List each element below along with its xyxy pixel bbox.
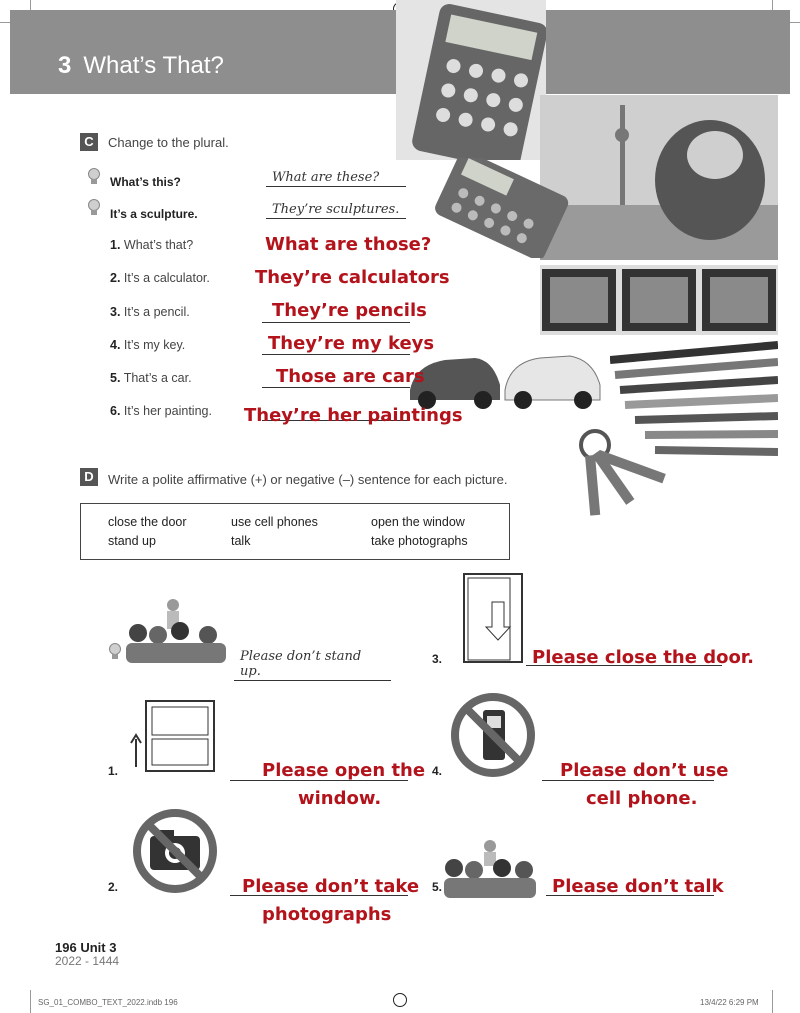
exercise-answer: They’re calculators xyxy=(255,267,450,288)
word-box-phrase: talk xyxy=(231,534,251,548)
lightbulb-icon xyxy=(87,168,101,186)
answer-line xyxy=(262,322,410,323)
exercise-answer-continued: cell phone. xyxy=(586,788,698,809)
exercise-item: 1. What’s that? xyxy=(110,238,194,252)
lightbulb-icon xyxy=(87,199,101,217)
answer-line xyxy=(262,354,410,355)
no-camera-icon xyxy=(132,808,218,894)
door-illustration xyxy=(462,572,524,664)
item-number: 1. xyxy=(108,764,119,778)
window-illustration xyxy=(128,697,218,777)
section-c-instruction: Change to the plural. xyxy=(108,135,229,150)
year-label: 2022 - 1444 xyxy=(55,954,120,968)
item-number: 4. xyxy=(432,764,443,778)
page-title xyxy=(58,52,224,80)
unit-number: 3 xyxy=(58,52,72,79)
item-number: 3. xyxy=(432,652,443,666)
example-answer: They’re sculptures. xyxy=(266,202,406,219)
example-question: What’s this? xyxy=(110,175,181,189)
item-number: 2. xyxy=(108,880,119,894)
no-cell-phone-icon xyxy=(450,692,536,778)
section-c-label: C xyxy=(80,133,98,151)
timestamp: 13/4/22 6:29 PM xyxy=(700,998,759,1007)
exercise-item: 6. It’s her painting. xyxy=(110,404,212,418)
keys-photo xyxy=(570,415,680,525)
exercise-item: 2. It’s a calculator. xyxy=(110,271,210,285)
calculator-small-photo xyxy=(420,158,570,258)
sculpture-photo xyxy=(540,95,778,260)
exercise-answer: Those are cars xyxy=(276,366,425,387)
word-box-phrase: close the door xyxy=(108,515,187,529)
word-box-phrase: open the window xyxy=(371,515,465,529)
lightbulb-icon xyxy=(108,643,122,661)
section-d-label: D xyxy=(80,468,98,486)
exercise-answer: Please don’t take xyxy=(242,876,420,897)
exercise-item: 3. It’s a pencil. xyxy=(110,305,190,319)
section-d-instruction: Write a polite affirmative (+) or negative (–) sentence for each picture. xyxy=(108,472,508,487)
exercise-answer: They’re her paintings xyxy=(244,405,463,426)
registration-mark-icon xyxy=(393,993,407,1007)
people-talking-illustration xyxy=(440,838,540,900)
word-box-phrase: stand up xyxy=(108,534,156,548)
calculator-photo xyxy=(396,0,546,160)
exercise-answer: Please don’t use xyxy=(560,760,729,781)
crop-mark xyxy=(772,990,773,1013)
word-box-phrase: use cell phones xyxy=(231,515,318,529)
exercise-item: 4. It’s my key. xyxy=(110,338,186,352)
word-box xyxy=(80,503,510,560)
paintings-photo xyxy=(540,265,778,335)
exercise-answer: Please open the xyxy=(262,760,426,781)
exercise-answer: What are those? xyxy=(265,234,432,255)
item-number: 5. xyxy=(432,880,443,894)
unit-title: What’s That? xyxy=(83,52,224,79)
example-question: It’s a sculpture. xyxy=(110,207,198,221)
crop-mark xyxy=(30,990,31,1013)
file-info: SG_01_COMBO_TEXT_2022.indb 196 xyxy=(38,998,178,1007)
audience-standing-illustration xyxy=(118,595,233,665)
exercise-answer: They’re my keys xyxy=(268,333,435,354)
exercise-answer: They’re pencils xyxy=(272,300,427,321)
unit-label: Unit 3 xyxy=(80,940,117,955)
exercise-item: 5. That’s a car. xyxy=(110,371,192,385)
page-number: 196 xyxy=(55,940,77,955)
exercise-answer: Please don’t talk xyxy=(552,876,724,897)
exercise-answer-continued: window. xyxy=(298,788,382,809)
answer-line xyxy=(262,387,410,388)
example-answer: Please don’t stand up. xyxy=(234,649,391,681)
exercise-answer-continued: photographs xyxy=(262,904,392,925)
exercise-answer: Please close the door. xyxy=(532,647,754,668)
cars-photo xyxy=(405,340,605,412)
page-footer xyxy=(55,940,116,955)
word-box-phrase: take photographs xyxy=(371,534,468,548)
example-answer: What are these? xyxy=(266,170,406,187)
